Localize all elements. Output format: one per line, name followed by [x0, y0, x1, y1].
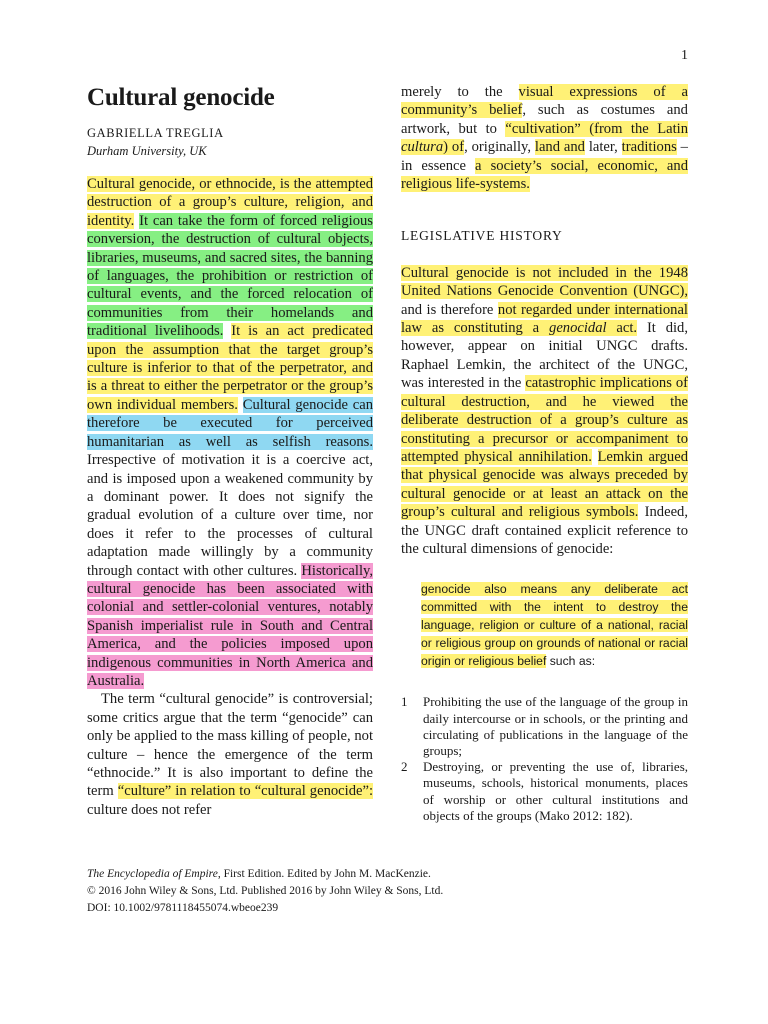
text-span: culture does not refer	[87, 801, 212, 818]
footer-doi: DOI: 10.1002/9781118455074.wbeoe239	[87, 902, 279, 914]
left-column	[87, 175, 373, 819]
highlight-yellow: It is an act predicated upon the assumption that the target group’s culture is inferior to that of the perpetrator, and is a threat to either the perpetrator or the group’s own individual members.	[87, 323, 373, 413]
highlight-yellow: catastrophic implications of cultural destruction, and he viewed the deliberate destruction of a group’s culture as constituting a precursor or accompaniment to attempted physical annihilation.	[401, 375, 688, 465]
article-title: Cultural genocide	[87, 84, 275, 111]
highlight-yellow: visual expressions of a community’s belief	[401, 84, 688, 119]
list-item-text: Prohibiting the use of the language of the group in daily intercourse or in schools, or the printing and circulating of publications in the language of the groups;	[423, 694, 688, 758]
italic-term: cultura	[401, 139, 444, 156]
text-span: , such as costumes and artwork, but to	[401, 102, 688, 137]
book-title: The Encyclopedia of Empire	[87, 868, 218, 880]
highlight-yellow: genocide also means any deliberate act committed with the intent to destroy the language, religion or culture of a national, racial or religious group on grounds of national or racial origin or religious belief	[421, 582, 688, 669]
right-column	[401, 83, 688, 824]
author-name: GABRIELLA TREGLIA	[87, 126, 224, 140]
text-span: It did, however, appear on initial UNGC drafts. Raphael Lemkin, the architect of the UNGC, was interested in the	[401, 320, 688, 392]
text-span: Irrespective of motivation it is a coercive act, and is imposed upon a weakened community by a dominant power. It does not signify the gradual evolution of a culture over time, nor does it refer to the processes of cultural adaptation made willingly by a community through contact with other cultures.	[87, 452, 373, 579]
list-item-text: Destroying, or preventing the use of, libraries, museums, schools, historical monuments, places of worship or other cultural institutions and objects of the groups (Mako 2012: 182).	[423, 759, 688, 823]
section-heading: LEGISLATIVE HISTORY	[401, 228, 563, 244]
highlight-yellow: land and	[534, 139, 585, 156]
text-span	[592, 449, 598, 465]
text-span: “cultivation” (from the Latin	[505, 120, 688, 137]
text-span: The term “cultural genocide” is controversial; some critics argue that the term “genocide” can only be applied to the mass killing of people, not culture – hence the emergence of the term “ethnocide.” It is also important to define the term	[87, 691, 373, 800]
author-affiliation: Durham University, UK	[87, 144, 207, 158]
text-span: later,	[584, 139, 622, 156]
numbered-list	[401, 694, 688, 824]
highlight-yellow: Cultural genocide is not included in the 1948 United Nations Genocide Convention (UNGC),	[401, 264, 688, 300]
text-span: and is therefore	[401, 301, 498, 318]
highlight-yellow: a society’s social, economic, and religious life-systems.	[401, 157, 688, 193]
text-span: merely to the	[401, 84, 519, 100]
list-item	[401, 694, 688, 759]
footer-citation	[87, 866, 687, 883]
list-item	[401, 759, 688, 824]
highlight-pink: Historically, cultural genocide has been associated with colonial and settler-colonial ventures, notably Spanish imperialist rule in South and Central America, and the policies imposed upon indigenous communities in North America and Australia.	[87, 562, 373, 689]
text-span: – in essence	[401, 139, 688, 174]
intro-paragraph	[87, 175, 373, 690]
highlight-yellow: “culture” in relation to “cultural genocide”:	[117, 783, 373, 800]
text-span: such as:	[546, 654, 596, 669]
culture-paragraph	[401, 83, 688, 193]
highlight-blue: Cultural genocide can therefore be executed for perceived humanitarian as well as selfish reasons.	[87, 396, 373, 450]
highlight-yellow: traditions	[621, 139, 677, 156]
legislative-paragraph	[401, 264, 688, 559]
text-span: ) of	[443, 139, 465, 156]
footer-copyright: © 2016 John Wiley & Sons, Ltd. Published 2016 by John Wiley & Sons, Ltd.	[87, 885, 444, 897]
list-number: 2	[401, 759, 408, 775]
text-span: , First Edition. Edited by John M. MacKenzie.	[217, 868, 431, 880]
highlight-yellow: Cultural genocide, or ethnocide, is the attempted destruction of a group’s culture, religion, and identity.	[87, 176, 373, 229]
highlight-yellow: Lemkin argued that physical genocide was always preceded by cultural genocide or at least an attack on the group’s cultural and religious symbols.	[401, 448, 688, 521]
text-span: not regarded under international law as constituting a	[401, 301, 688, 337]
block-quote	[421, 580, 688, 670]
list-number: 1	[401, 694, 408, 710]
term-paragraph	[87, 690, 373, 819]
page-footer	[87, 866, 687, 917]
page-number: 1	[681, 48, 688, 63]
text-span: Indeed, the UNGC draft contained explicit reference to the cultural dimensions of genocide:	[401, 504, 688, 557]
text-span: act.	[606, 320, 638, 337]
italic-term: genocidal	[549, 320, 607, 337]
text-span: , originally,	[464, 139, 535, 156]
highlight-green: It can take the form of forced religious conversion, the destruction of cultural objects, libraries, museums, and sacred sites, the banning of languages, the prohibition or restriction of cultural events, and the forced relocation of communities from their homelands and traditional livelihoods.	[87, 212, 373, 340]
